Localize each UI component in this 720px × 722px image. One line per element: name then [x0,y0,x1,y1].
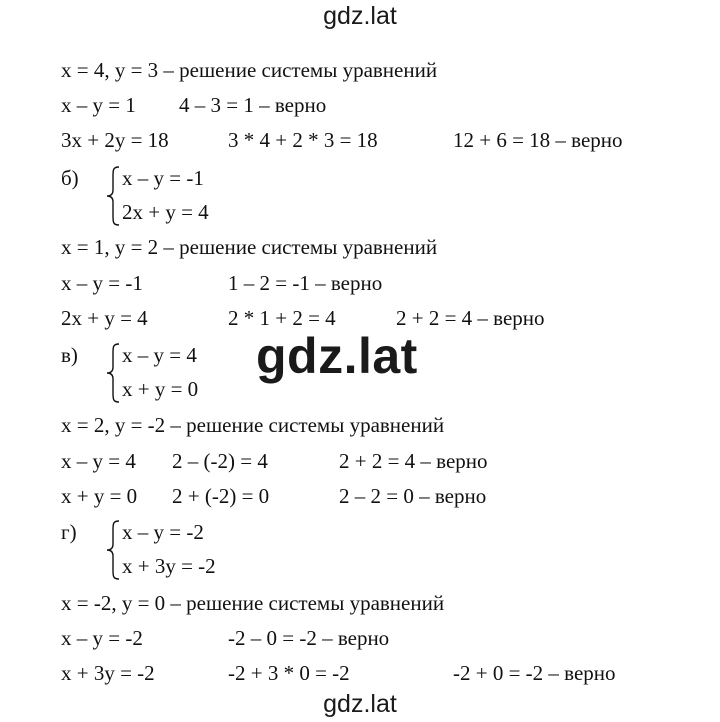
g-system-eq1: x – y = -2 [122,520,204,544]
a-check-line-1 [61,90,681,120]
b-system-eq1: x – y = -1 [122,166,204,190]
part-g-label: г) [61,520,77,544]
watermark-center: gdz.lat [256,328,418,384]
v-check-line-2 [61,481,681,511]
v-system-eq2: x + y = 0 [122,377,199,401]
v-check1-equation: x – y = 4 [61,449,136,473]
a-check-line-2 [61,125,681,155]
g-check-line-2 [61,658,681,688]
b-check2-substitution: 2 * 1 + 2 = 4 [228,306,336,330]
b-check-line-2 [61,303,681,333]
g-check1-equation: x – y = -2 [61,626,143,650]
g-check2-substitution: -2 + 3 * 0 = -2 [228,661,350,685]
part-v-label: в) [61,343,78,367]
b-system-eq2: 2x + y = 4 [122,200,209,224]
b-check1-substitution: 1 – 2 = -1 – верно [228,271,383,295]
a-check2-substitution: 3 * 4 + 2 * 3 = 18 [228,128,378,152]
g-check-line-1 [61,623,681,653]
g-solution-line: x = -2, y = 0 – решение системы уравнений [61,591,445,615]
v-solution-line: x = 2, y = -2 – решение системы уравнений [61,413,445,437]
b-check1-equation: x – y = -1 [61,271,143,295]
watermark-bottom: gdz.lat [323,690,397,718]
v-check2-result: 2 – 2 = 0 – верно [339,484,487,508]
g-check1-substitution: -2 – 0 = -2 – верно [228,626,390,650]
g-check2-result: -2 + 0 = -2 – верно [453,661,616,685]
part-b-label: б) [61,166,79,190]
v-system-eq1: x – y = 4 [122,343,197,367]
a-check1-substitution: 4 – 3 = 1 – верно [179,93,327,117]
a-solution-line: x = 4, y = 3 – решение системы уравнений [61,58,438,82]
system-brace-v [106,343,120,403]
v-check2-substitution: 2 + (-2) = 0 [172,484,270,508]
v-check1-substitution: 2 – (-2) = 4 [172,449,268,473]
v-check1-result: 2 + 2 = 4 – верно [339,449,488,473]
v-check-line-1 [61,446,681,476]
a-check2-result: 12 + 6 = 18 – верно [453,128,623,152]
v-check2-equation: x + y = 0 [61,484,138,508]
b-solution-line: x = 1, y = 2 – решение системы уравнений [61,235,438,259]
a-check2-equation: 3x + 2y = 18 [61,128,169,152]
g-system-eq2: x + 3y = -2 [122,554,216,578]
b-check2-equation: 2x + y = 4 [61,306,148,330]
system-brace-b [106,166,120,226]
b-check2-result: 2 + 2 = 4 – верно [396,306,545,330]
g-check2-equation: x + 3y = -2 [61,661,155,685]
b-check-line-1 [61,268,681,298]
watermark-top: gdz.lat [323,2,397,30]
a-check1-equation: x – y = 1 [61,93,136,117]
system-brace-g [106,520,120,580]
